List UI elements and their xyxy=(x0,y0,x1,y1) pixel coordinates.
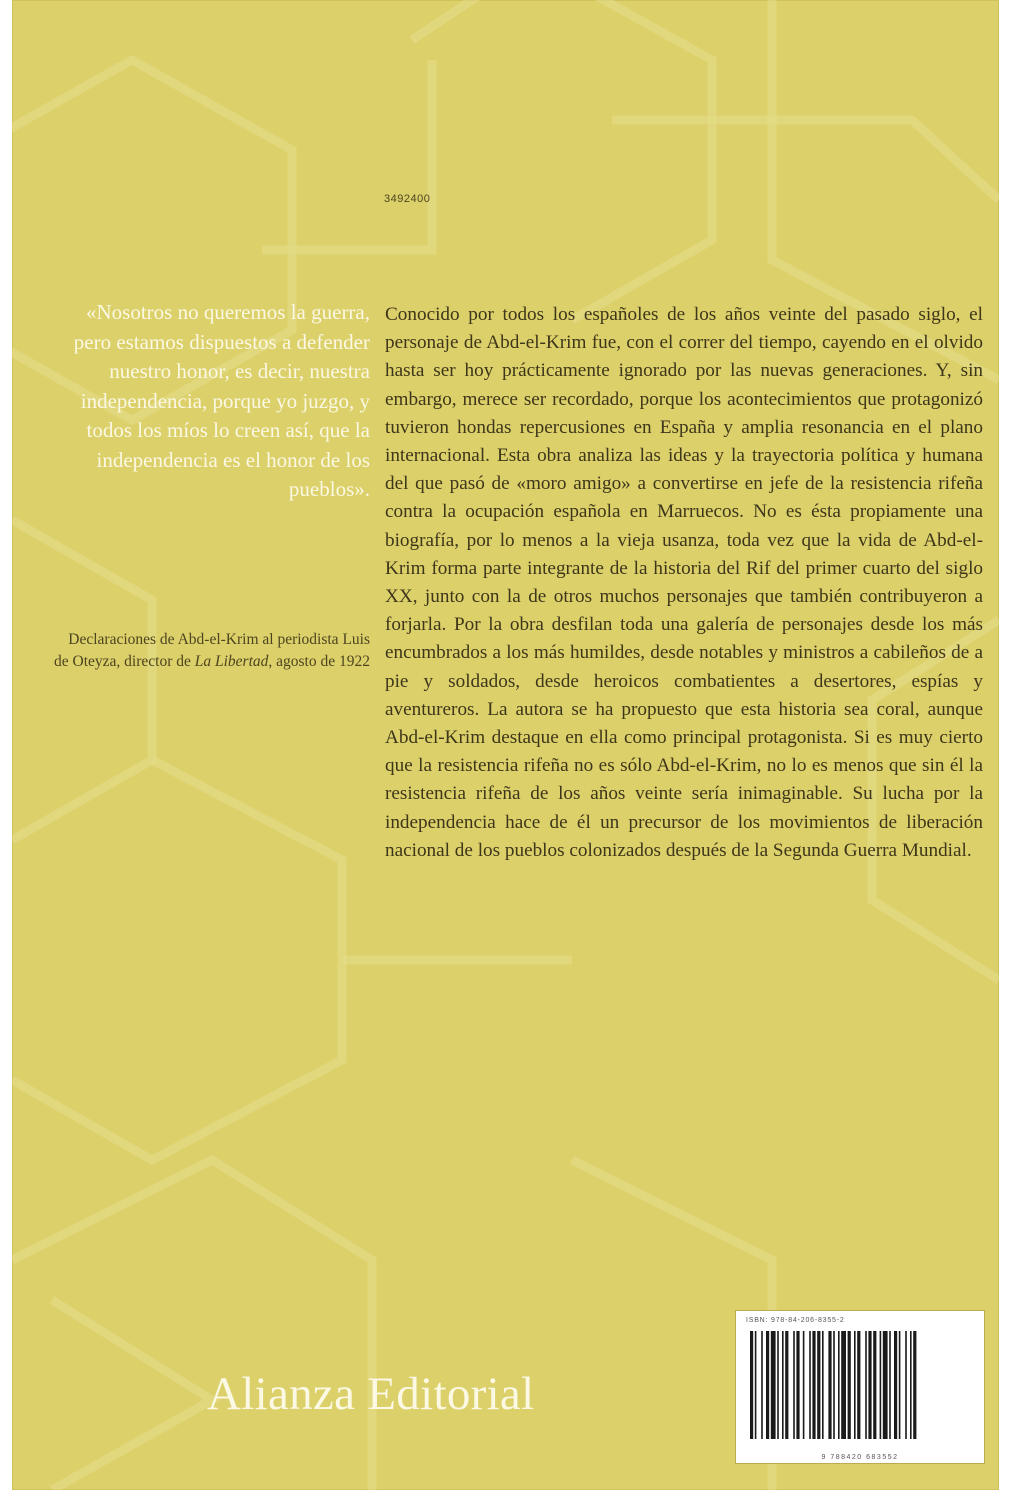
book-back-cover xyxy=(12,0,999,1490)
attribution-prefix: Declaraciones de Abd-el-Krim al periodista Luis de Oteyza, director de xyxy=(54,631,370,670)
attribution-suffix: , agosto de 1922 xyxy=(268,653,370,670)
barcode-digits: 9 788420 683552 xyxy=(821,1454,899,1461)
attribution-publication: La Libertad xyxy=(194,653,269,670)
isbn-text: ISBN: 978-84-206-8355-2 xyxy=(746,1317,845,1324)
catalog-code: 3492400 xyxy=(384,193,431,205)
barcode-box xyxy=(735,1310,985,1464)
barcode-icon xyxy=(746,1331,974,1449)
quote-attribution xyxy=(52,629,370,673)
book-description: Conocido por todos los españoles de los años veinte del pasado siglo, el personaje de Abd-el-Krim fue, con el correr del tiempo, cayendo en el olvido hasta ser hoy prácticamente ignorado por las nuevas generaciones. Y, sin embargo, merece ser recordado, porque los acontecimientos que protagonizó tuvieron hondas repercusiones en España y amplia resonancia en el plano internacional. Esta obra analiza las ideas y la trayectoria política y humana del que pasó de «moro amigo» a convertirse en jefe de la resistencia rifeña contra la ocupación española en Marruecos. No es ésta propiamente una biografía, por lo menos a la vieja usanza, toda vez que la vida de Abd-el-Krim forma parte integrante de la historia del Rif del primer cuarto del siglo XX, junto con la de otros muchos personajes que también contribuyeron a forjarla. Por la obra desfilan toda una galería de personajes desde los más encumbrados a los más humildes, desde notables y ministros a cabileños de a pie y soldados, desde heroicos combatientes a desertores, espías y aventureros. La autora se ha propuesto que esta historia sea coral, aunque Abd-el-Krim destaque en ella como principal protagonista. Si es muy cierto que la resistencia rifeña no es sólo Abd-el-Krim, no lo es menos que sin él la resistencia rifeña de los años veinte sería inimaginable. Su lucha por la independencia hace de él un precursor de los movimientos de liberación nacional de los pueblos colonizados después de la Segunda Guerra Mundial. xyxy=(385,304,983,861)
publisher-logo: Alianza Editorial xyxy=(207,1368,535,1420)
author-quote: «Nosotros no queremos la guerra, pero estamos dispuestos a defender nuestro honor, es decir, nuestra independencia, porque yo juzgo, y todos los míos lo creen así, que la independencia es el honor de los pueblos». xyxy=(73,300,370,501)
